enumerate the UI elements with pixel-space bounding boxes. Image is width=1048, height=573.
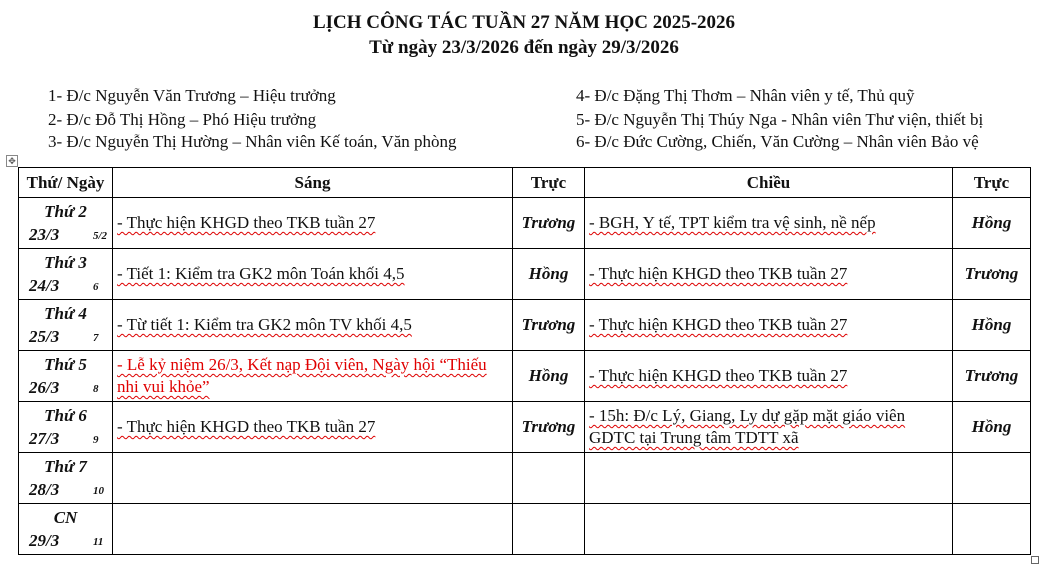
- day-cell[interactable]: [19, 300, 113, 351]
- morning-cell[interactable]: [113, 351, 513, 402]
- afternoon-cell[interactable]: [585, 198, 953, 249]
- day-name: Thứ 7: [44, 457, 87, 476]
- afternoon-cell[interactable]: [585, 504, 953, 555]
- afternoon-cell[interactable]: [585, 453, 953, 504]
- afternoon-activity: - 15h: Đ/c Lý, Giang, Ly dự gặp mặt giáo viên GDTC tại Trung tâm TDTT xã: [589, 406, 906, 447]
- morning-duty: Trương: [521, 213, 576, 232]
- header-day: Thứ/ Ngày: [19, 168, 113, 198]
- schedule-date-range: Từ ngày 23/3/2026 đến ngày 29/3/2026: [369, 37, 679, 58]
- schedule-title: LỊCH CÔNG TÁC TUẦN 27 NĂM HỌC 2025-2026: [312, 12, 736, 33]
- day-name: Thứ 5: [44, 355, 87, 374]
- header-morning: Sáng: [113, 168, 513, 198]
- morning-duty-cell[interactable]: [513, 504, 585, 555]
- morning-activity: - Lễ kỷ niệm 26/3, Kết nạp Đội viên, Ngày hội “Thiếu nhi vui khỏe”: [117, 355, 487, 396]
- table-header-row: [19, 168, 1031, 198]
- day-name: Thứ 2: [44, 202, 87, 221]
- afternoon-duty: Hồng: [971, 315, 1012, 334]
- morning-duty-cell[interactable]: [513, 402, 585, 453]
- day-name: Thứ 6: [44, 406, 87, 425]
- morning-duty-cell[interactable]: [513, 300, 585, 351]
- header-afternoon-duty: Trực: [953, 168, 1031, 198]
- afternoon-duty-cell[interactable]: [953, 249, 1031, 300]
- afternoon-duty-cell[interactable]: [953, 198, 1031, 249]
- staff-line-3: 3- Đ/c Nguyễn Thị Hường – Nhân viên Kế toán, Văn phòng: [48, 132, 457, 151]
- day-date: 24/3: [29, 276, 60, 295]
- table-resize-handle[interactable]: [1031, 556, 1039, 564]
- morning-cell[interactable]: [113, 249, 513, 300]
- morning-duty: Trương: [521, 417, 576, 436]
- day-cell[interactable]: [19, 453, 113, 504]
- table-row: [19, 300, 1031, 351]
- table-row: [19, 249, 1031, 300]
- staff-line-6: 6- Đ/c Đức Cường, Chiến, Văn Cường – Nhân viên Bảo vệ: [576, 132, 979, 151]
- morning-duty-cell[interactable]: [513, 453, 585, 504]
- day-date: 25/3: [29, 327, 60, 346]
- day-number: 11: [93, 536, 104, 548]
- afternoon-duty: Trương: [964, 366, 1019, 385]
- afternoon-duty-cell[interactable]: [953, 402, 1031, 453]
- afternoon-duty-cell[interactable]: [953, 351, 1031, 402]
- morning-duty: Hồng: [528, 366, 569, 385]
- day-cell[interactable]: [19, 198, 113, 249]
- afternoon-activity: - Thực hiện KHGD theo TKB tuần 27: [589, 315, 848, 334]
- staff-line-2: 2- Đ/c Đỗ Thị Hồng – Phó Hiệu trưởng: [48, 110, 317, 129]
- day-date: 27/3: [29, 429, 60, 448]
- day-cell[interactable]: [19, 351, 113, 402]
- day-number: 5/2: [93, 230, 108, 242]
- day-number: 9: [93, 434, 99, 446]
- table-move-handle-icon[interactable]: ✥: [6, 155, 18, 167]
- morning-duty-cell[interactable]: [513, 351, 585, 402]
- morning-cell[interactable]: [113, 300, 513, 351]
- afternoon-duty-cell[interactable]: [953, 300, 1031, 351]
- afternoon-cell[interactable]: [585, 249, 953, 300]
- morning-cell[interactable]: [113, 453, 513, 504]
- afternoon-activity: - Thực hiện KHGD theo TKB tuần 27: [589, 264, 848, 283]
- afternoon-duty: Hồng: [971, 417, 1012, 436]
- header-afternoon: Chiều: [585, 168, 953, 198]
- morning-cell[interactable]: [113, 198, 513, 249]
- table-row: [19, 504, 1031, 555]
- day-number: 10: [93, 485, 104, 497]
- day-cell[interactable]: [19, 249, 113, 300]
- table-row: [19, 351, 1031, 402]
- day-number: 6: [93, 281, 99, 293]
- afternoon-activity: - BGH, Y tế, TPT kiểm tra vệ sinh, nề nếp: [589, 213, 876, 232]
- morning-cell[interactable]: [113, 504, 513, 555]
- day-date: 29/3: [29, 531, 60, 550]
- header-morning-duty: Trực: [513, 168, 585, 198]
- schedule-table: [18, 167, 1031, 555]
- staff-line-5: 5- Đ/c Nguyễn Thị Thúy Nga - Nhân viên Thư viện, thiết bị: [576, 110, 984, 129]
- afternoon-duty: Trương: [964, 264, 1019, 283]
- afternoon-cell[interactable]: [585, 351, 953, 402]
- afternoon-cell[interactable]: [585, 402, 953, 453]
- staff-line-1: 1- Đ/c Nguyễn Văn Trương – Hiệu trưởng: [48, 86, 336, 105]
- morning-duty-cell[interactable]: [513, 249, 585, 300]
- day-name: Thứ 3: [44, 253, 87, 272]
- morning-activity: - Tiết 1: Kiểm tra GK2 môn Toán khối 4,5: [117, 264, 405, 283]
- day-date: 26/3: [29, 378, 60, 397]
- morning-duty-cell[interactable]: [513, 198, 585, 249]
- day-number: 7: [93, 332, 99, 344]
- afternoon-activity: - Thực hiện KHGD theo TKB tuần 27: [589, 366, 848, 385]
- day-cell[interactable]: [19, 504, 113, 555]
- day-date: 23/3: [29, 225, 60, 244]
- morning-duty: Trương: [521, 315, 576, 334]
- afternoon-duty-cell[interactable]: [953, 453, 1031, 504]
- day-cell[interactable]: [19, 402, 113, 453]
- morning-cell[interactable]: [113, 402, 513, 453]
- staff-line-4: 4- Đ/c Đặng Thị Thơm – Nhân viên y tế, Thủ quỹ: [576, 86, 915, 105]
- morning-activity: - Thực hiện KHGD theo TKB tuần 27: [117, 417, 376, 436]
- day-number: 8: [93, 383, 99, 395]
- day-name: Thứ 4: [44, 304, 87, 323]
- afternoon-duty: Hồng: [971, 213, 1012, 232]
- morning-activity: - Thực hiện KHGD theo TKB tuần 27: [117, 213, 376, 232]
- afternoon-cell[interactable]: [585, 300, 953, 351]
- afternoon-duty-cell[interactable]: [953, 504, 1031, 555]
- table-row: [19, 453, 1031, 504]
- morning-activity: - Từ tiết 1: Kiểm tra GK2 môn TV khối 4,5: [117, 315, 412, 334]
- day-name: CN: [53, 508, 78, 527]
- day-date: 28/3: [29, 480, 60, 499]
- table-row: [19, 198, 1031, 249]
- table-row: [19, 402, 1031, 453]
- morning-duty: Hồng: [528, 264, 569, 283]
